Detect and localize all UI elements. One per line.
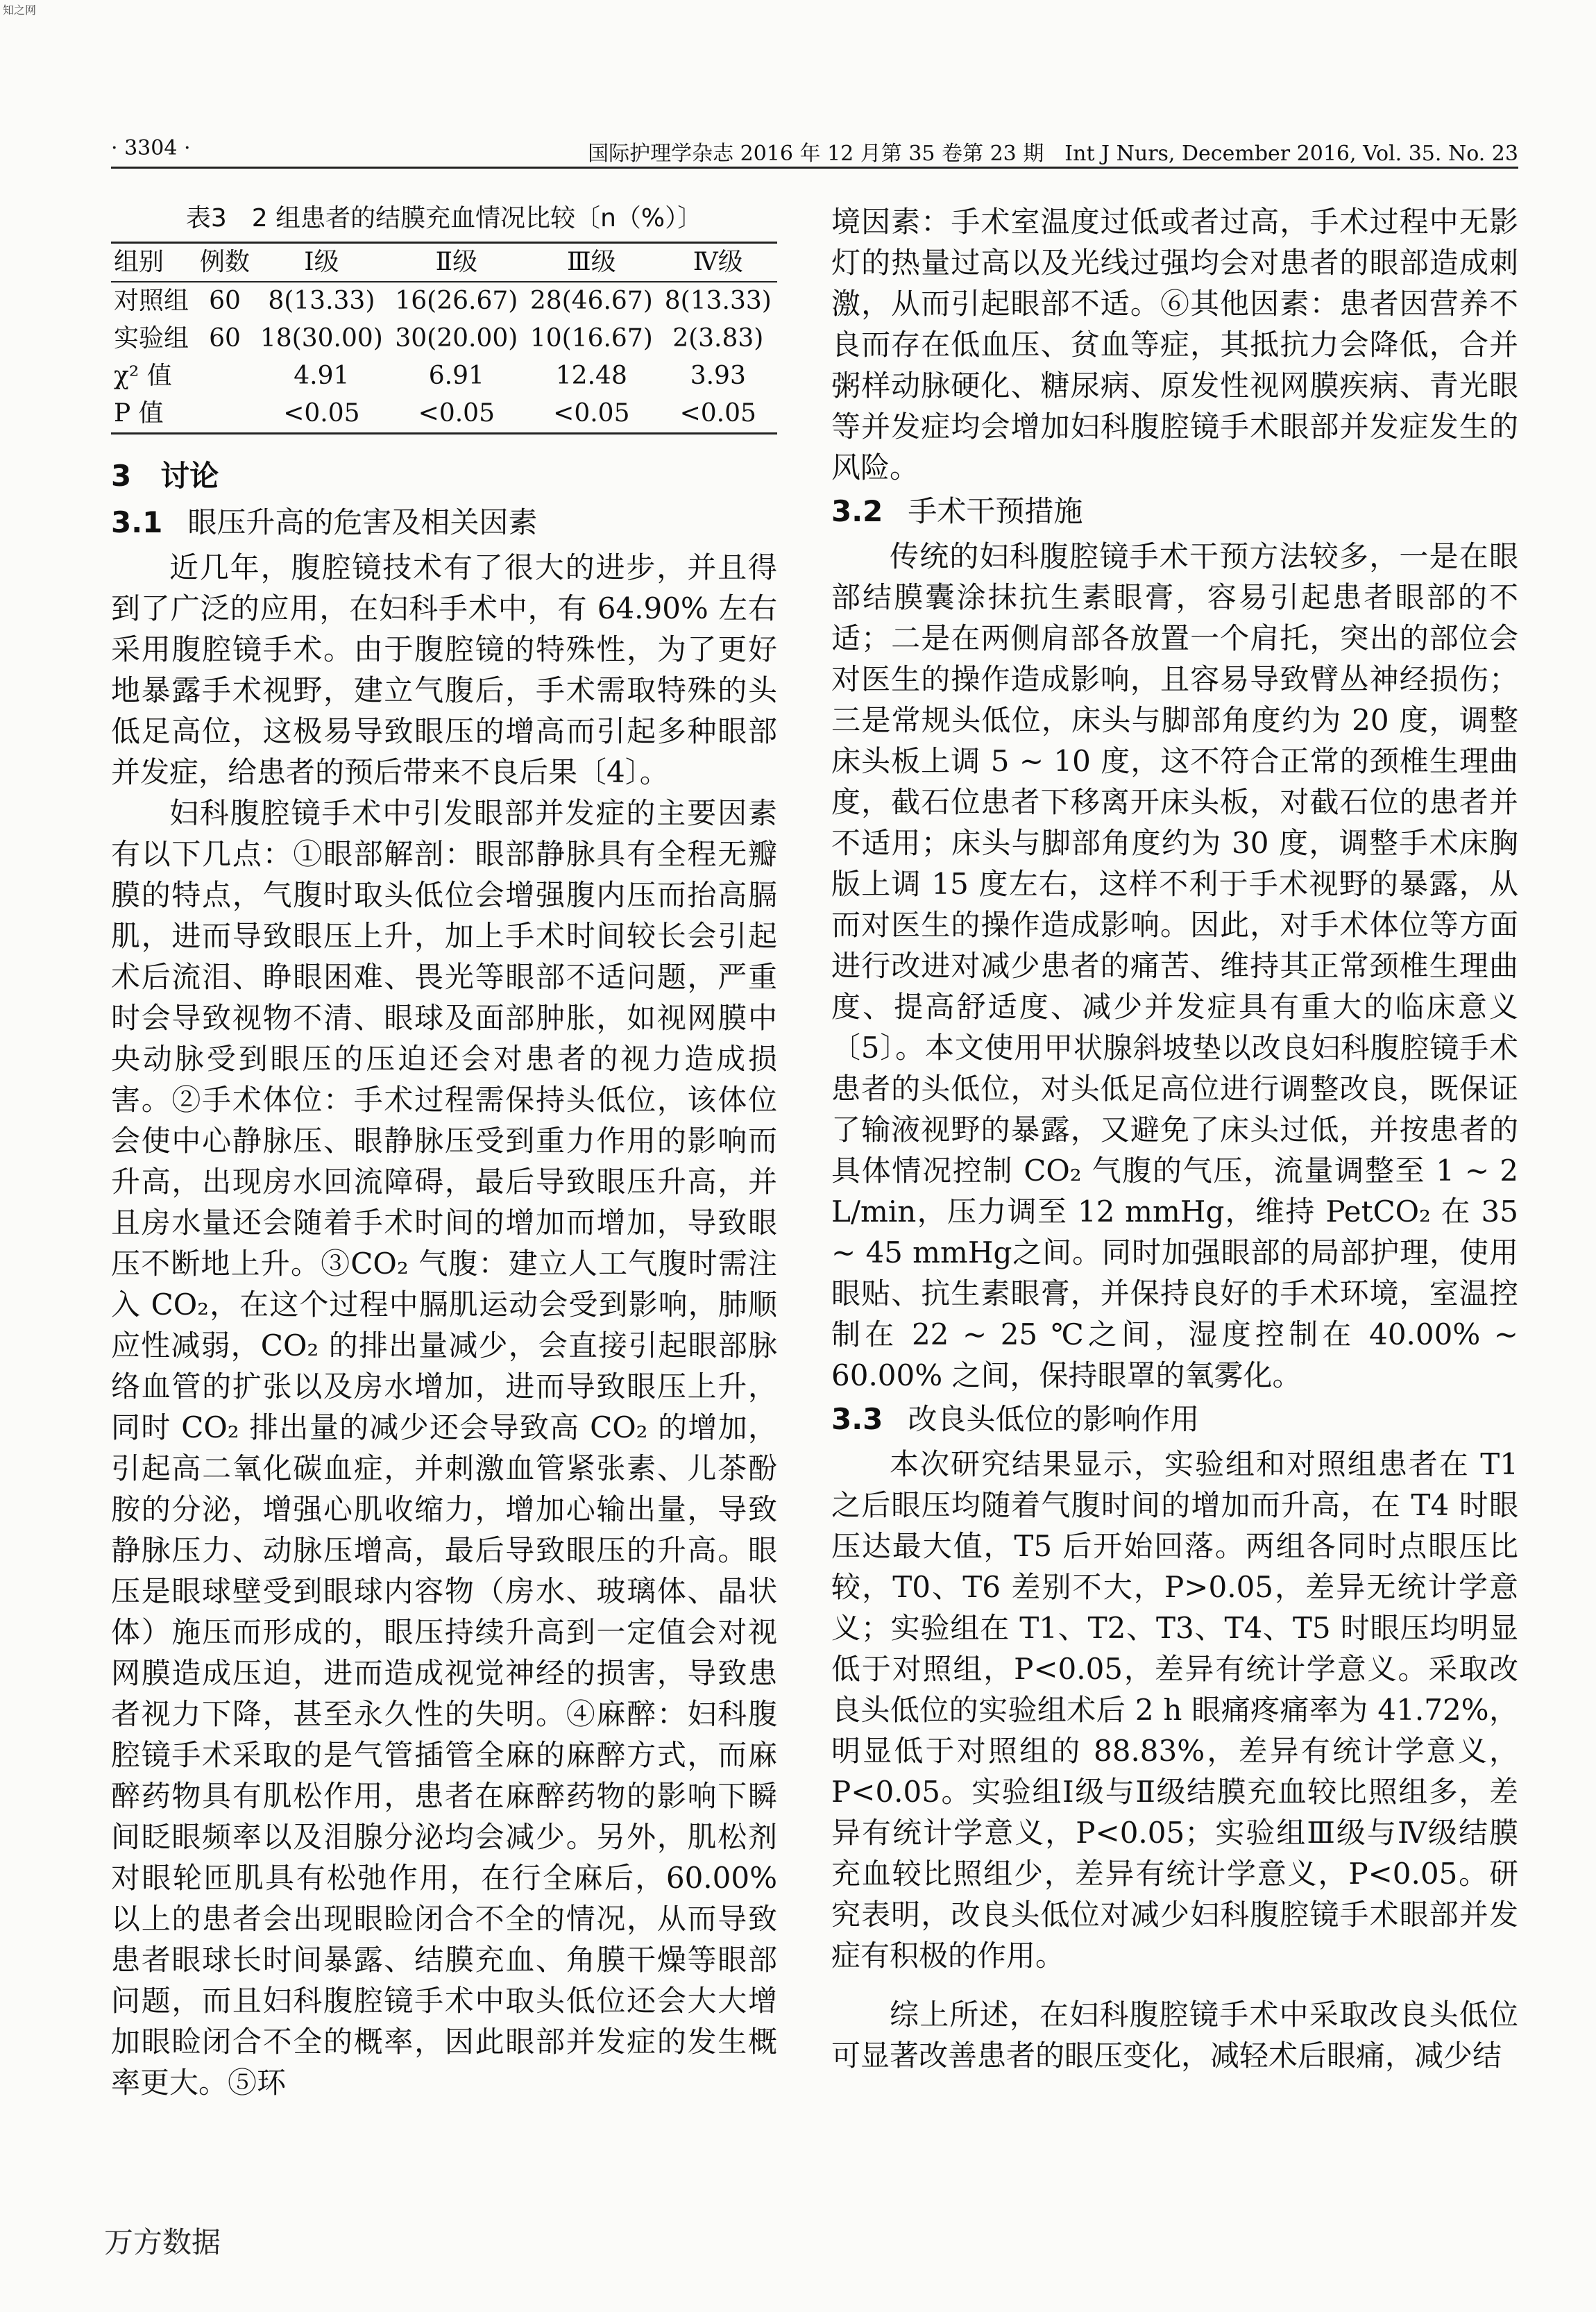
table-cell: 18(30.00) [260,324,383,353]
footer-watermark: 万方数据 [104,2225,221,2259]
table-cell: <0.05 [283,399,360,428]
table-header-cell: Ⅳ级 [659,243,777,282]
corner-mark: 知之网 [3,3,37,17]
table-header-cell: 组别 [111,243,196,282]
table-row [111,282,777,320]
table-row [111,357,777,395]
table-cell: 4.91 [294,362,350,390]
table-cell: 30(20.00) [395,324,518,353]
subsection-heading [111,502,777,543]
journal-info: 国际护理学杂志 2016 年 12 月第 35 卷第 23 期 Int J Nurs, December 2016, Vol. 35. No. 23 [588,142,1518,166]
table-cell: 8(13.33) [268,287,375,315]
table-cell: <0.05 [553,399,630,428]
paragraph: 近几年，腹腔镜技术有了很大的进步，并且得到了广泛的应用，在妇科手术中，有 64.90% 左右采用腹腔镜手术。由于腹腔镜的特殊性，为了更好地暴露手术视野，建立气腹后，手术需取特殊的头低足高位，这极易导致眼压的增高而引起多种眼部并发症，给患者的预后带来不良后果〔4〕。 [111,550,777,789]
table-cell: <0.05 [418,399,495,428]
table-cell [196,357,254,395]
table-cell: 6.91 [428,362,484,390]
paragraph: 本次研究结果显示，实验组和对照组患者在 T1 之后眼压均随着气腹时间的增加而升高，在 T4 时眼压达最大值，T5 后开始回落。两组各同时点眼压比较，T0、T6 差别不大，P>0.05，差异无统计学意义；实验组在 T1、T2、T3、T4、T5 时眼压均明显低于对照组，P<0.05，差异有统计学意义。采取改良头低位的实验组术后 2 h 眼痛疼痛率为 41.72%，明显低于对照组的 88.83%，差异有统计学意义，P<0.05。实验组Ⅰ级与Ⅱ级结膜充血较比照组多，差异有统计学意义，P<0.05；实验组Ⅲ级与Ⅳ级结膜充血较比照组少，差异有统计学意义，P<0.05。研究表明，改良头低位对减少妇科腹腔镜手术眼部并发症有积极的作用。 [831,1447,1518,1973]
subsection-number: 3.3 [831,1402,883,1436]
table-header-row [111,243,777,282]
table-3 [111,242,777,434]
subsection-title: 手术干预措施 [908,494,1083,528]
table-cell [196,395,254,434]
table-cell: 3.93 [690,362,746,390]
paragraph: 传统的妇科腹腔镜手术干预方法较多，一是在眼部结膜囊涂抹抗生素眼膏，容易引起患者眼部的不适；二是在两侧肩部各放置一个肩托，突出的部位会对医生的操作造成影响，且容易导致臂丛神经损伤；三是常规头低位，床头与脚部角度约为 20 度，调整床头板上调 5 ~ 10 度，这不符合正常的颈椎生理曲度，截石位患者下移离开床头板，对截石位的患者并不适用；床头与脚部角度约为 30 度，调整手术床胸版上调 15 度左右，这样不利于手术视野的暴露，从而对医生的操作造成影响。因此，对手术体位等方面进行改进对减少患者的痛苦、维持其正常颈椎生理曲度、提高舒适度、减少并发症具有重大的临床意义〔5〕。本文使用甲状腺斜坡垫以改良妇科腹腔镜手术患者的头低位，对头低足高位进行调整改良，既保证了输液视野的暴露，又避免了床头过低，并按患者的具体情况控制 CO₂ 气腹的气压，流量调整至 1 ~ 2 L/min，压力调至 12 mmHg，维持 PetCO₂ 在 35 ~ 45 mmHg之间。同时加强眼部的局部护理，使用眼贴、抗生素眼膏，并保持良好的手术环境，室温控制在 22 ~ 25 ℃之间，湿度控制在 40.00% ~ 60.00% 之间，保持眼罩的氧雾化。 [831,539,1518,1392]
table-cell: <0.05 [679,399,756,428]
table-cell: 16(26.67) [395,287,518,315]
subsection-heading [831,1399,1518,1440]
table-header-cell: Ⅱ级 [389,243,524,282]
table-cell: 12.48 [555,362,627,390]
page-header [111,136,1518,169]
table-row [111,395,777,434]
subsection-number: 3.2 [831,494,883,528]
left-column [111,201,777,2103]
page-number: · 3304 · [111,136,191,160]
table-header-cell: Ⅰ级 [254,243,389,282]
subsection-number: 3.1 [111,505,163,539]
table-cell: χ² 值 [114,362,172,390]
table-cell: 28(46.67) [529,287,653,315]
paragraph: 妇科腹腔镜手术中引发眼部并发症的主要因素有以下几点：①眼部解剖：眼部静脉具有全程无瓣膜的特点，气腹时取头低位会增强腹内压而抬高膈肌，进而导致眼压上升，加上手术时间较长会引起术后流泪、睁眼困难、畏光等眼部不适问题，严重时会导致视物不清、眼球及面部肿胀，如视网膜中央动脉受到眼压的压迫还会对患者的视力造成损害。②手术体位：手术过程需保持头低位，该体位会使中心静脉压、眼静脉压受到重力作用的影响而升高，出现房水回流障碍，最后导致眼压升高，并且房水量还会随着手术时间的增加而增加，导致眼压不断地上升。③CO₂ 气腹：建立人工气腹时需注入 CO₂，在这个过程中膈肌运动会受到影响，肺顺应性减弱，CO₂ 的排出量减少，会直接引起眼部脉络血管的扩张以及房水增加，进而导致眼压上升，同时 CO₂ 排出量的减少还会导致高 CO₂ 的增加，引起高二氧化碳血症，并刺激血管紧张素、儿茶酚胺的分泌，增强心肌收缩力，增加心输出量，导致静脉压力、动脉压增高，最后导致眼压的升高。眼压是眼球壁受到眼球内容物（房水、玻璃体、晶状体）施压而形成的，眼压持续升高到一定值会对视网膜造成压迫，进而造成视觉神经的损害，导致患者视力下降，甚至永久性的失明。④麻醉：妇科腹腔镜手术采取的是气管插管全麻的麻醉方式，而麻醉药物具有肌松作用，患者在麻醉药物的影响下瞬间眨眼频率以及泪腺分泌均会减少。另外，肌松剂对眼轮匝肌具有松弛作用，在行全麻后，60.00% 以上的患者会出现眼睑闭合不全的情况，从而导致患者眼球长时间暴露、结膜充血、角膜干燥等眼部问题，而且妇科腹腔镜手术中取头低位还会大大增加眼睑闭合不全的概率，因此眼部并发症的发生概率更大。⑤环 [111,796,777,2100]
table-cell: 60 [209,324,241,353]
subsection-heading [831,491,1518,532]
table-cell: 2(3.83) [672,324,764,353]
table-cell: 8(13.33) [664,287,772,315]
paragraph: 综上所述，在妇科腹腔镜手术中采取改良头低位可显著改善患者的眼压变化，减轻术后眼痛，减少结 [831,1998,1518,2073]
subsection-title: 眼压升高的危害及相关因素 [187,505,538,539]
paragraph: 境因素：手术室温度过低或者过高，手术过程中无影灯的热量过高以及光线过强均会对患者的眼部造成刺激，从而引起眼部不适。⑥其他因素：患者因营养不良而存在低血压、贫血等症，其抵抗力会降低，合并粥样动脉硬化、糖尿病、原发性视网膜疾病、青光眼等并发症均会增加妇科腹腔镜手术眼部并发症发生的风险。 [831,205,1518,484]
table-cell: 60 [209,287,241,315]
section-heading: 3 讨论 [111,459,219,493]
table-header-cell: Ⅲ级 [524,243,659,282]
table-cell: 对照组 [114,287,189,315]
table-header-cell: 例数 [196,243,254,282]
table-row [111,320,777,357]
table-cell: 10(16.67) [529,324,653,353]
table-cell: 实验组 [114,324,189,353]
table-cell: P 值 [114,399,164,428]
right-column [831,201,1518,2076]
subsection-title: 改良头低位的影响作用 [908,1402,1200,1436]
table-caption: 表3 2 组患者的结膜充血情况比较〔n（%）〕 [185,204,703,233]
